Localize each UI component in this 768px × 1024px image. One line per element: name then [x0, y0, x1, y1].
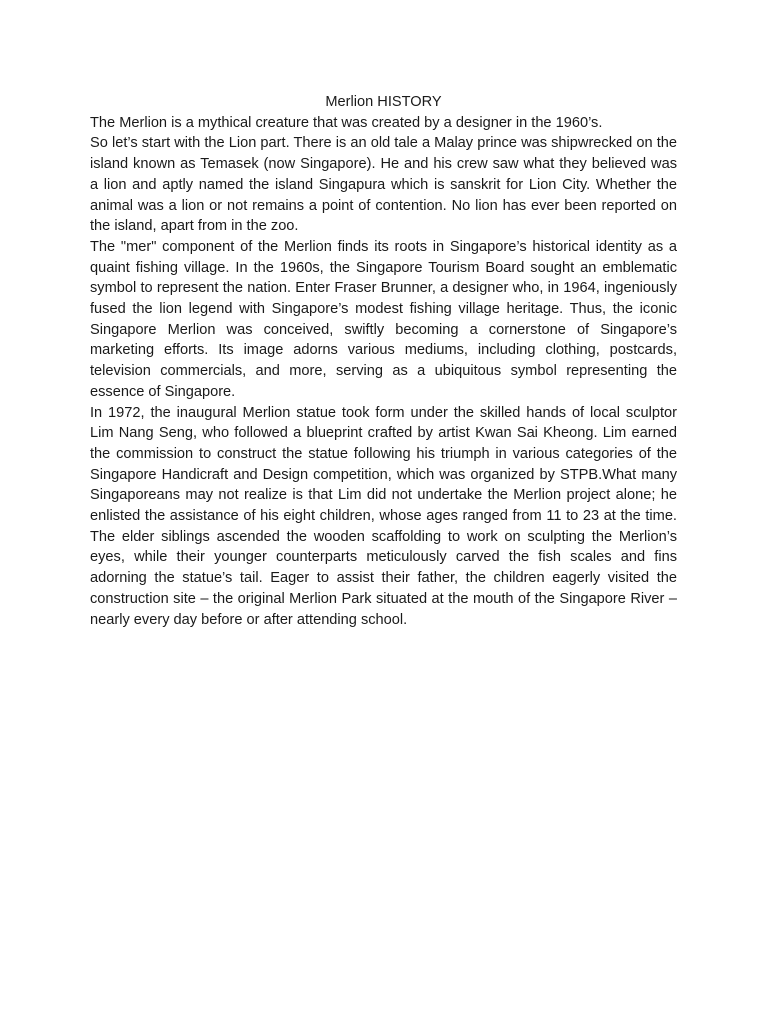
paragraph-statue-history: In 1972, the inaugural Merlion statue took form under the skilled hands of local sculptor Lim Nang Seng, who followed a blueprint crafted by artist Kwan Sai Kheong. Lim earned the commission to construct the statue following his triumph in various categories of the Singapore Handicraft and Design competition, which was organized by STPB.What many Singaporeans may not realize is that Lim did not undertake the Merlion project alone; he enlisted the assistance of his eight children, whose ages ranged from 11 to 23 at the time. The elder siblings ascended the wooden scaffolding to work on sculpting the Merlion’s eyes, while their younger counterparts meticulously carved the fish scales and fins adorning the statue’s tail. Eager to assist their father, the children eagerly visited the construction site – the original Merlion Park situated at the mouth of the Singapore River – nearly every day before or after attending school. — [90, 404, 677, 628]
paragraph-intro: The Merlion is a mythical creature that was created by a designer in the 1960’s. — [90, 114, 603, 131]
paragraph-lion-origin: So let’s start with the Lion part. There is an old tale a Malay prince was shipwrecked on the island known as Temasek (now Singapore). He and his crew saw what they believed was a lion and aptly named the island Singapura which is sanskrit for Lion City. Whether the animal was a lion or not remains a point of contention. No lion has ever been reported on the island, apart from in the zoo. — [90, 135, 677, 235]
document-page — [90, 92, 677, 630]
paragraph-mer-origin: The "mer" component of the Merlion finds its roots in Singapore’s historical identity as a quaint fishing village. In the 1960s, the Singapore Tourism Board sought an emblematic symbol to represent the nation. Enter Fraser Brunner, a designer who, in 1964, ingeniously fused the lion legend with Singapore’s modest fishing village heritage. Thus, the iconic Singapore Merlion was conceived, swiftly becoming a cornerstone of Singapore’s marketing efforts. Its image adorns various mediums, including clothing, postcards, television commercials, and more, serving as a ubiquitous symbol representing the essence of Singapore. — [90, 238, 677, 400]
document-title: Merlion HISTORY — [325, 94, 442, 110]
